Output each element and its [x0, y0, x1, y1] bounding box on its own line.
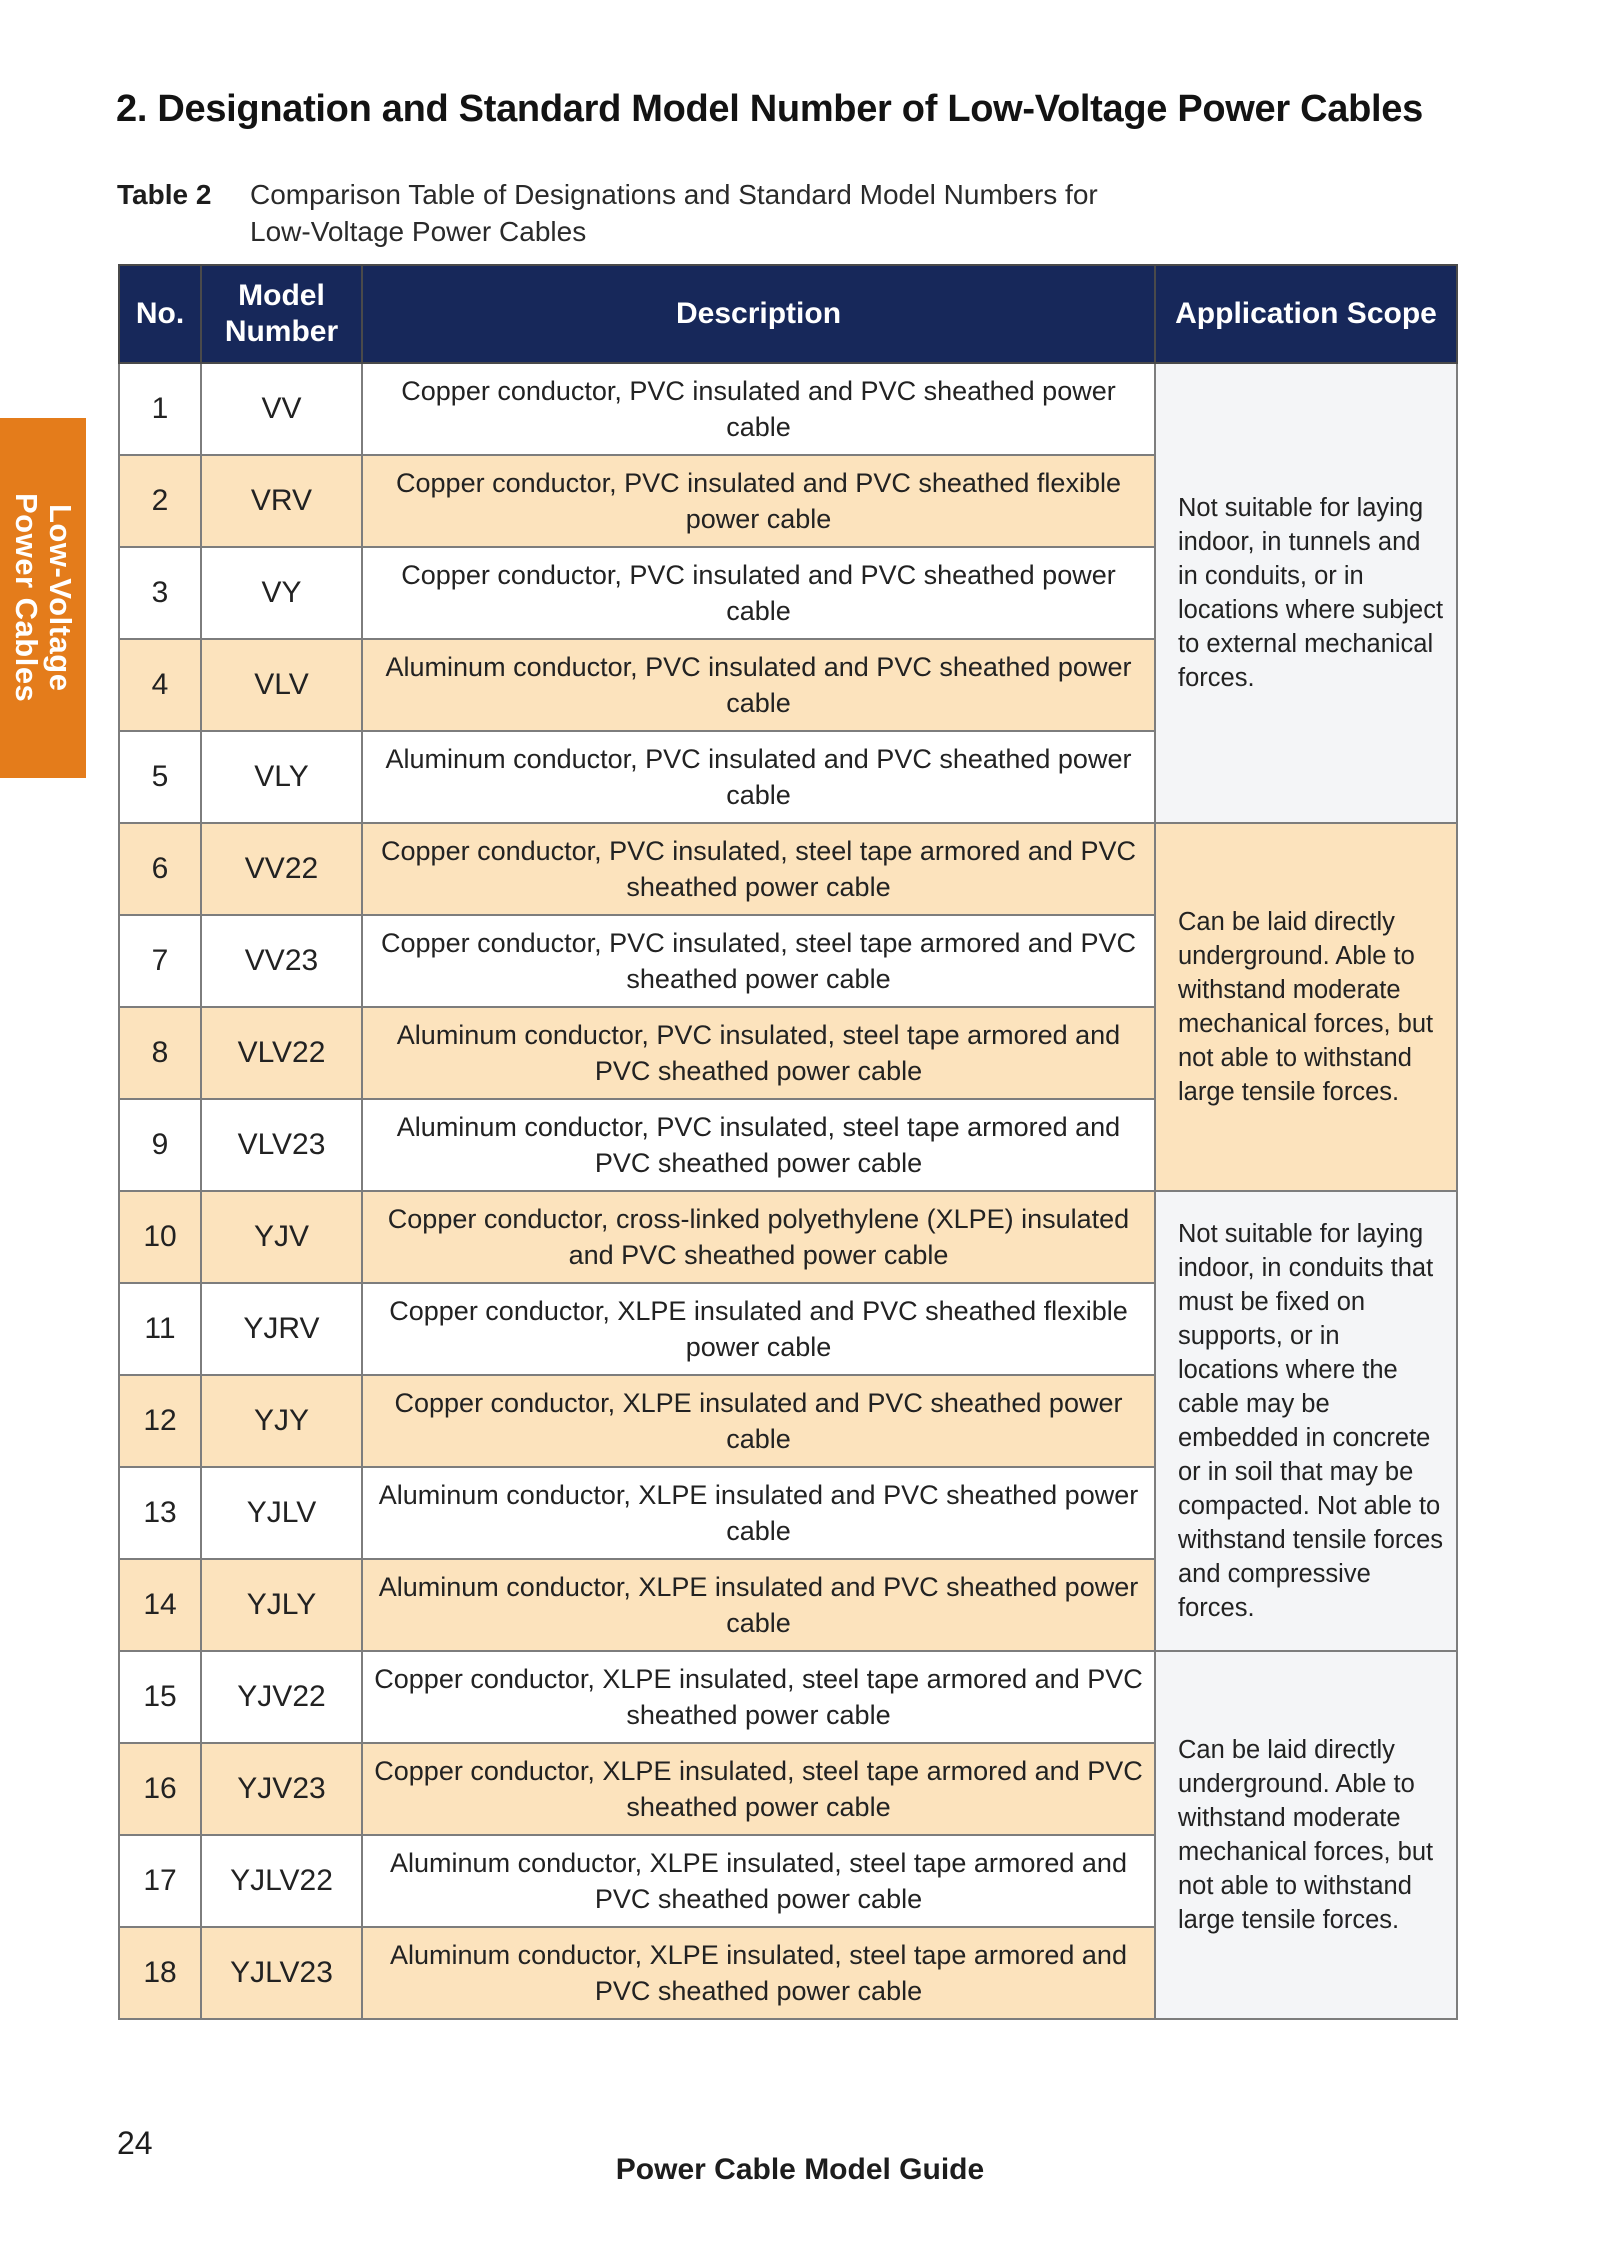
- table-row: [119, 363, 1457, 455]
- row-model-number: VRV: [201, 455, 362, 547]
- row-model-number: YJV22: [201, 1651, 362, 1743]
- row-number: 17: [119, 1835, 201, 1927]
- section-side-tab-label: Low-Voltage Power Cables: [9, 493, 78, 703]
- row-description: Copper conductor, XLPE insulated, steel tape armored and PVC sheathed power cable: [362, 1743, 1155, 1835]
- row-description: Copper conductor, PVC insulated, steel tape armored and PVC sheathed power cable: [362, 823, 1155, 915]
- row-description: Aluminum conductor, PVC insulated and PVC sheathed power cable: [362, 731, 1155, 823]
- row-number: 5: [119, 731, 201, 823]
- row-number: 13: [119, 1467, 201, 1559]
- row-number: 4: [119, 639, 201, 731]
- row-model-number: VV23: [201, 915, 362, 1007]
- row-number: 3: [119, 547, 201, 639]
- row-model-number: VLV22: [201, 1007, 362, 1099]
- row-number: 6: [119, 823, 201, 915]
- row-model-number: YJLV23: [201, 1927, 362, 2019]
- row-model-number: VV: [201, 363, 362, 455]
- row-number: 14: [119, 1559, 201, 1651]
- row-number: 9: [119, 1099, 201, 1191]
- row-model-number: YJV23: [201, 1743, 362, 1835]
- row-number: 2: [119, 455, 201, 547]
- row-description: Copper conductor, XLPE insulated, steel tape armored and PVC sheathed power cable: [362, 1651, 1155, 1743]
- row-model-number: VV22: [201, 823, 362, 915]
- section-side-tab: [0, 418, 86, 778]
- header-description: Description: [362, 265, 1155, 363]
- row-number: 11: [119, 1283, 201, 1375]
- row-model-number: VLV: [201, 639, 362, 731]
- footer-title: Power Cable Model Guide: [615, 2153, 985, 2186]
- row-number: 18: [119, 1927, 201, 2019]
- row-description: Copper conductor, PVC insulated, steel tape armored and PVC sheathed power cable: [362, 915, 1155, 1007]
- application-scope-cell: Not suitable for laying indoor, in tunnels and in conduits, or in locations where subject to external mechanical forces.: [1155, 363, 1457, 823]
- row-model-number: VLY: [201, 731, 362, 823]
- row-description: Copper conductor, XLPE insulated and PVC sheathed power cable: [362, 1375, 1155, 1467]
- row-model-number: YJY: [201, 1375, 362, 1467]
- row-description: Aluminum conductor, PVC insulated, steel tape armored and PVC sheathed power cable: [362, 1099, 1155, 1191]
- application-scope-cell: Not suitable for laying indoor, in conduits that must be fixed on supports, or in locations where the cable may be embedded in concrete or in soil that may be compacted. Not able to withstand tensile forces and compressive forces.: [1155, 1191, 1457, 1651]
- row-description: Copper conductor, XLPE insulated and PVC sheathed flexible power cable: [362, 1283, 1155, 1375]
- row-number: 12: [119, 1375, 201, 1467]
- row-number: 8: [119, 1007, 201, 1099]
- row-model-number: YJLV: [201, 1467, 362, 1559]
- table-caption: [117, 176, 1110, 250]
- row-description: Aluminum conductor, XLPE insulated, steel tape armored and PVC sheathed power cable: [362, 1927, 1155, 2019]
- header-no: No.: [119, 265, 201, 363]
- row-number: 1: [119, 363, 201, 455]
- row-model-number: YJRV: [201, 1283, 362, 1375]
- row-description: Copper conductor, PVC insulated and PVC sheathed flexible power cable: [362, 455, 1155, 547]
- table-caption-label: Table 2: [117, 179, 212, 210]
- table-row: [119, 1191, 1457, 1283]
- table-row: [119, 823, 1457, 915]
- header-model-number: Model Number: [201, 265, 362, 363]
- row-description: Aluminum conductor, XLPE insulated, steel tape armored and PVC sheathed power cable: [362, 1835, 1155, 1927]
- application-scope-cell: Can be laid directly underground. Able to withstand moderate mechanical forces, but not able to withstand large tensile forces.: [1155, 823, 1457, 1191]
- row-number: 16: [119, 1743, 201, 1835]
- row-number: 15: [119, 1651, 201, 1743]
- row-description: Aluminum conductor, PVC insulated and PVC sheathed power cable: [362, 639, 1155, 731]
- table-header-row: [119, 265, 1457, 363]
- row-description: Copper conductor, PVC insulated and PVC sheathed power cable: [362, 547, 1155, 639]
- row-description: Aluminum conductor, PVC insulated, steel tape armored and PVC sheathed power cable: [362, 1007, 1155, 1099]
- cable-model-table: [118, 264, 1458, 2020]
- table-caption-text: Comparison Table of Designations and Standard Model Numbers for Low-Voltage Power Cables: [250, 179, 1098, 247]
- row-model-number: YJLY: [201, 1559, 362, 1651]
- row-model-number: YJLV22: [201, 1835, 362, 1927]
- row-description: Copper conductor, PVC insulated and PVC sheathed power cable: [362, 363, 1155, 455]
- row-model-number: YJV: [201, 1191, 362, 1283]
- row-description: Aluminum conductor, XLPE insulated and PVC sheathed power cable: [362, 1559, 1155, 1651]
- header-application-scope: Application Scope: [1155, 265, 1457, 363]
- row-model-number: VLV23: [201, 1099, 362, 1191]
- row-number: 7: [119, 915, 201, 1007]
- section-heading: 2. Designation and Standard Model Number of Low-Voltage Power Cables: [116, 88, 1423, 130]
- page-number: 24: [117, 2125, 153, 2161]
- row-model-number: VY: [201, 547, 362, 639]
- row-description: Copper conductor, cross-linked polyethylene (XLPE) insulated and PVC sheathed power cable: [362, 1191, 1155, 1283]
- row-number: 10: [119, 1191, 201, 1283]
- application-scope-cell: Can be laid directly underground. Able to withstand moderate mechanical forces, but not able to withstand large tensile forces.: [1155, 1651, 1457, 2019]
- table-row: [119, 1651, 1457, 1743]
- row-description: Aluminum conductor, XLPE insulated and PVC sheathed power cable: [362, 1467, 1155, 1559]
